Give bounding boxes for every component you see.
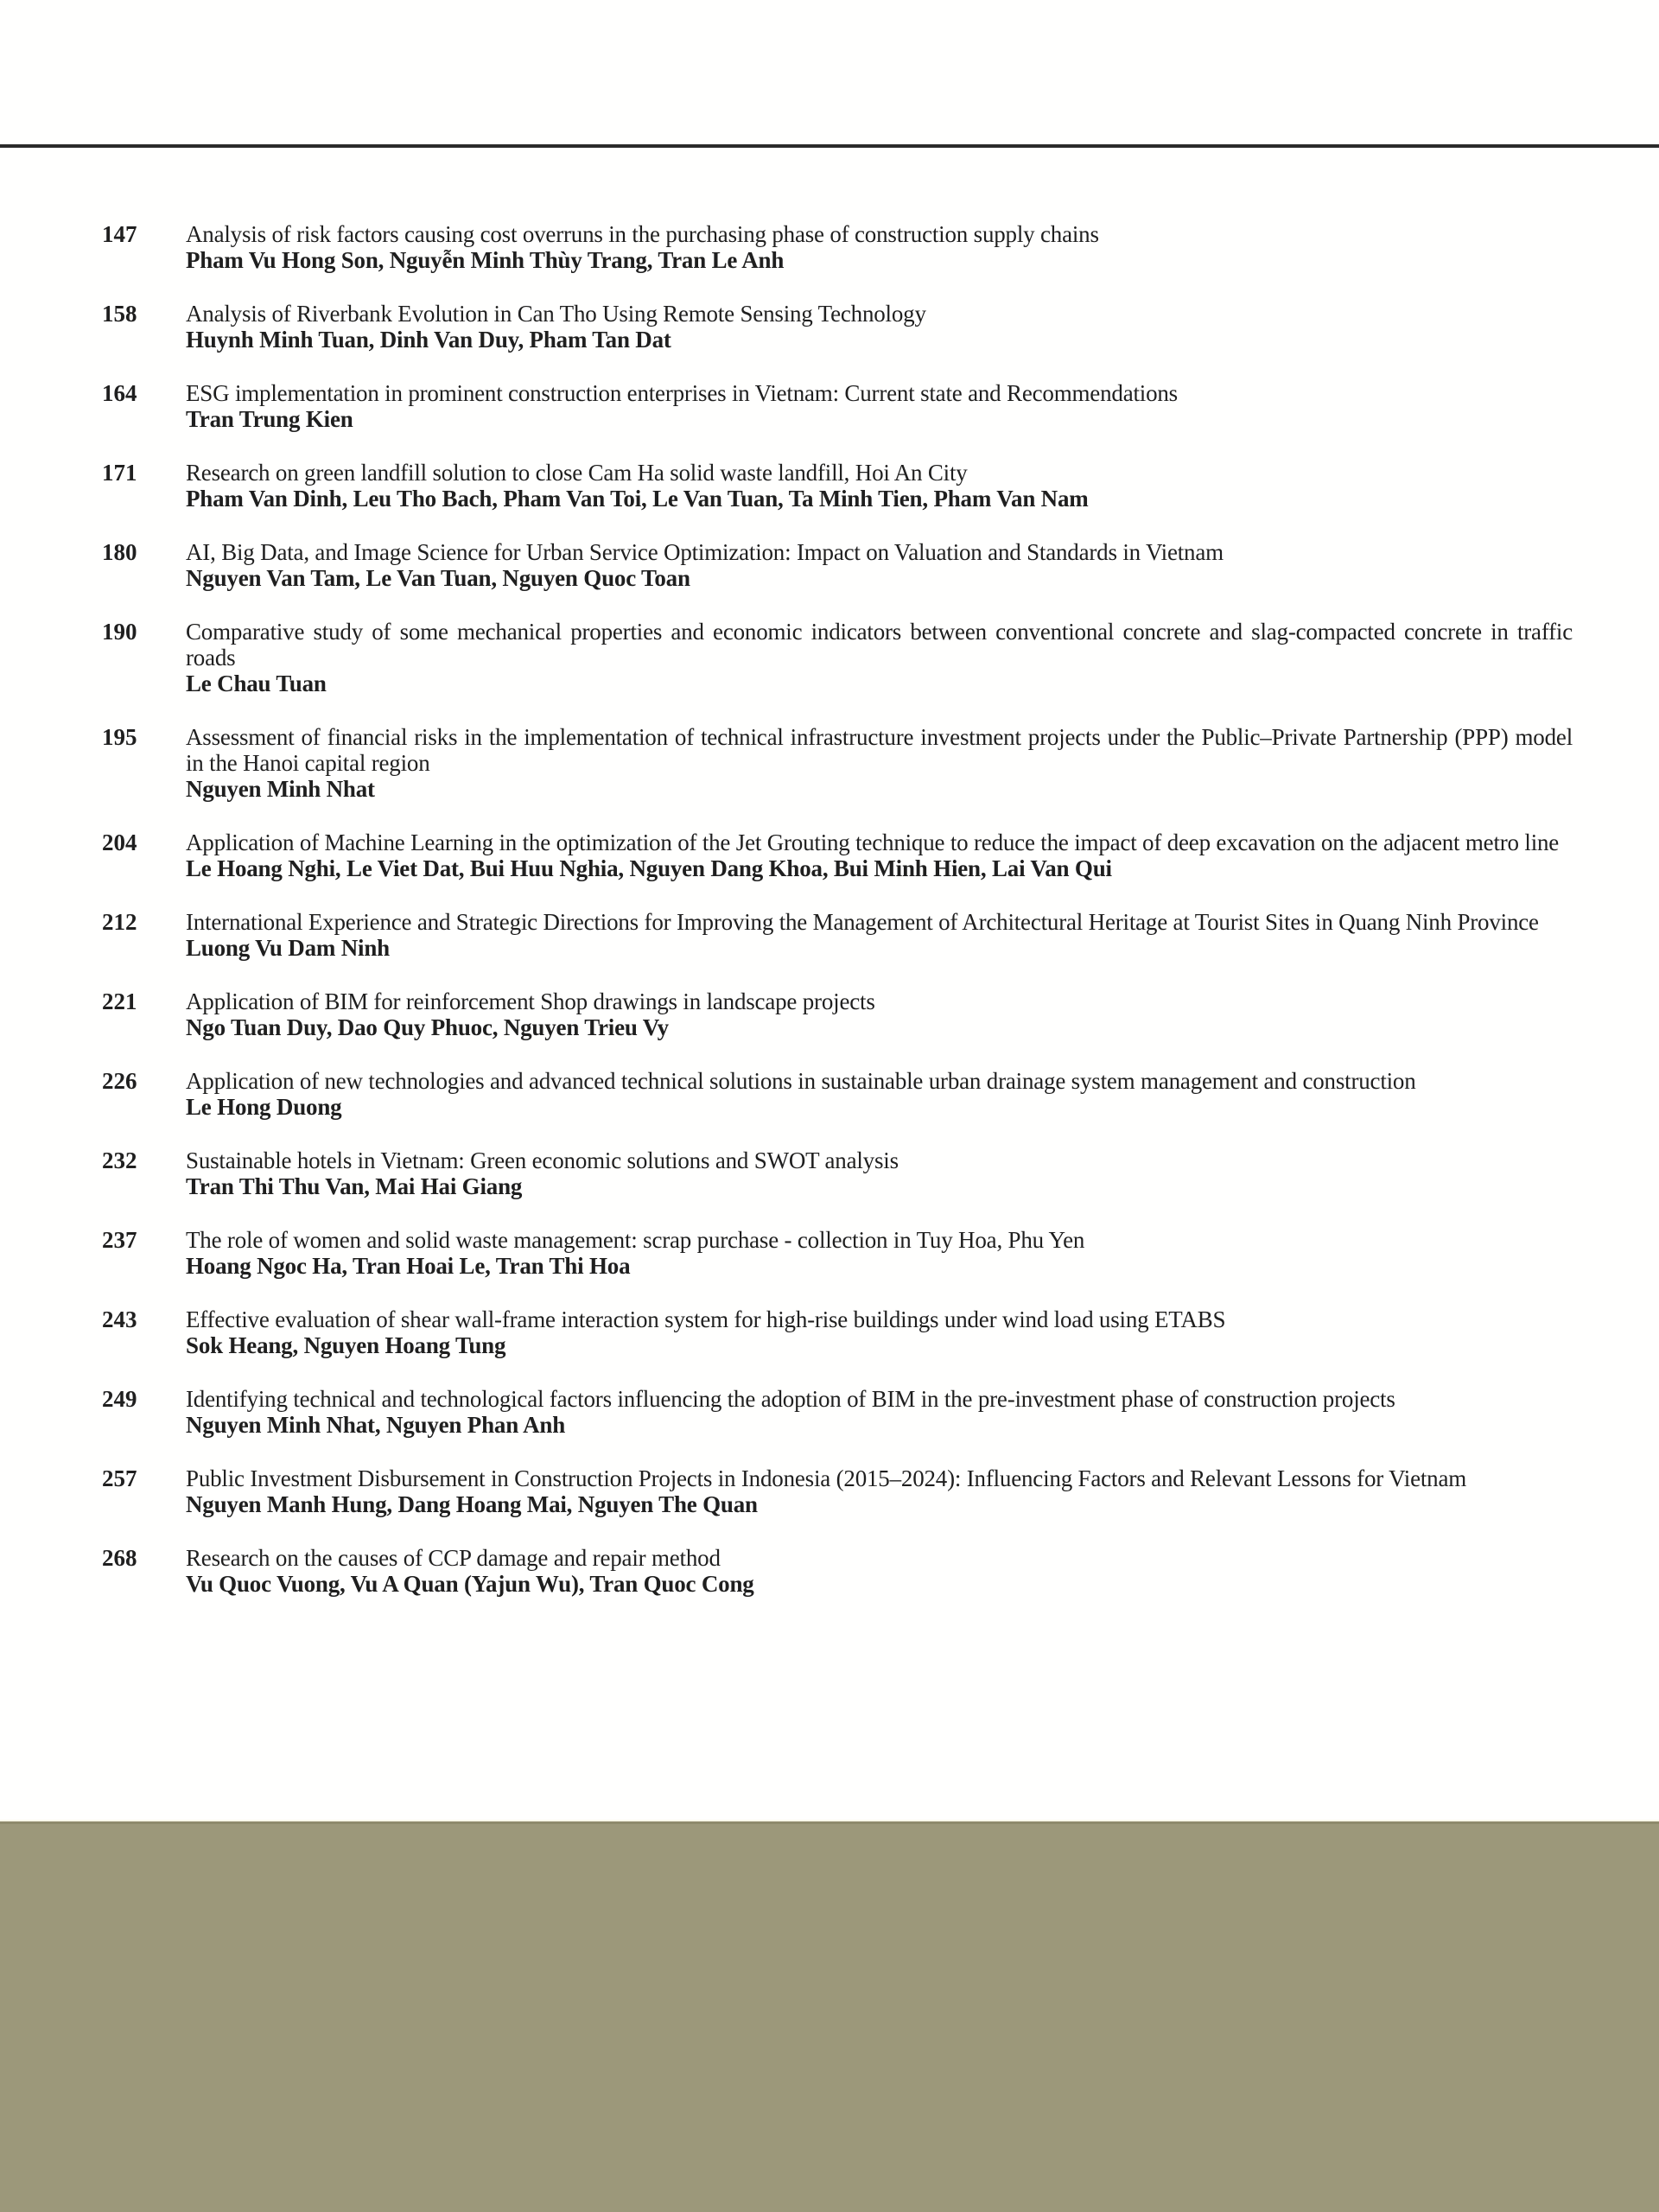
entry-page-number: 268 [102,1545,137,1571]
entry-page-number: 243 [102,1306,137,1332]
entry-title: Effective evaluation of shear wall-frame interaction system for high-rise buildings under wind load using ETABS [186,1306,1226,1332]
toc-entry [102,909,1573,961]
entry-body [186,460,1573,512]
entry-page-number: 257 [102,1465,137,1491]
entry-title: Research on the causes of CCP damage and repair method [186,1545,721,1571]
toc-entry [102,988,1573,1040]
entry-authors: Tran Trung Kien [186,406,353,432]
toc-entry [102,1545,1573,1597]
entry-page-number: 212 [102,909,137,935]
entry-title: Research on green landfill solution to close Cam Ha solid waste landfill, Hoi An City [186,460,968,486]
entry-title: Application of Machine Learning in the optimization of the Jet Grouting technique to reduce the impact of deep excavation on the adjacent metro line [186,830,1560,855]
entry-page-number: 221 [102,988,137,1014]
top-divider-rule [0,144,1659,148]
entry-title: Identifying technical and technological factors influencing the adoption of BIM in the pre-investment phase of construction projects [186,1386,1395,1412]
entry-page-number: 147 [102,221,137,247]
entry-body [186,1068,1573,1120]
entry-authors: Sok Heang, Nguyen Hoang Tung [186,1332,506,1358]
entry-title: Application of BIM for reinforcement Shop drawings in landscape projects [186,988,875,1014]
entry-body [186,1147,1573,1199]
toc-entry [102,460,1573,512]
entry-title: Public Investment Disbursement in Construction Projects in Indonesia (2015–2024): Influencing Factors and Relevant Lessons for Vietnam [186,1465,1467,1491]
entry-title: AI, Big Data, and Image Science for Urban Service Optimization: Impact on Valuation and Standards in Vietnam [186,539,1224,565]
entry-authors: Pham Van Dinh, Leu Tho Bach, Pham Van Toi, Le Van Tuan, Ta Minh Tien, Pham Van Nam [186,486,1089,512]
entry-authors: Le Hoang Nghi, Le Viet Dat, Bui Huu Nghia, Nguyen Dang Khoa, Bui Minh Hien, Lai Van Qui [186,855,1112,881]
entry-body [186,1227,1573,1279]
entry-authors: Huynh Minh Tuan, Dinh Van Duy, Pham Tan Dat [186,327,671,353]
entry-authors: Ngo Tuan Duy, Dao Quy Phuoc, Nguyen Trieu Vy [186,1014,669,1040]
toc-entry [102,1147,1573,1199]
toc-entry [102,724,1573,802]
toc-entry [102,1465,1573,1517]
entry-title: Analysis of Riverbank Evolution in Can Tho Using Remote Sensing Technology [186,301,926,327]
entry-page-number: 204 [102,830,137,855]
entry-body [186,1465,1573,1517]
toc-entry [102,830,1573,881]
entry-page-number: 190 [102,619,137,645]
entry-title: Comparative study of some mechanical properties and economic indicators between conventional concrete and slag-compacted concrete in traffic roads [186,619,1573,671]
entry-authors: Nguyen Minh Nhat [186,776,375,802]
entry-title: The role of women and solid waste management: scrap purchase - collection in Tuy Hoa, Phu Yen [186,1227,1085,1253]
entry-page-number: 171 [102,460,137,486]
entry-title: Application of new technologies and advanced technical solutions in sustainable urban drainage system management and construction [186,1068,1416,1094]
entry-body [186,221,1573,273]
entry-authors: Luong Vu Dam Ninh [186,935,390,961]
entry-authors: Tran Thi Thu Van, Mai Hai Giang [186,1173,523,1199]
footer-color-band [0,1821,1659,2212]
entry-page-number: 249 [102,1386,137,1412]
toc-entry [102,539,1573,591]
entry-page-number: 180 [102,539,137,565]
entry-authors: Pham Vu Hong Son, Nguyễn Minh Thùy Trang, Tran Le Anh [186,247,785,273]
entry-authors: Le Chau Tuan [186,671,327,696]
toc-entry [102,619,1573,696]
entry-title: Sustainable hotels in Vietnam: Green economic solutions and SWOT analysis [186,1147,899,1173]
entry-authors: Nguyen Minh Nhat, Nguyen Phan Anh [186,1412,566,1438]
entry-body [186,830,1573,881]
entry-body [186,909,1573,961]
toc-entry [102,221,1573,273]
entry-body [186,988,1573,1040]
entry-page-number: 195 [102,724,137,750]
entry-body [186,619,1573,696]
entry-title: Assessment of financial risks in the implementation of technical infrastructure investment projects under the Public–Private Partnership (PPP) model in the Hanoi capital region [186,724,1573,776]
entry-authors: Nguyen Manh Hung, Dang Hoang Mai, Nguyen The Quan [186,1491,758,1517]
toc-list [102,221,1573,1624]
toc-entry [102,1068,1573,1120]
entry-page-number: 237 [102,1227,137,1253]
entry-body [186,301,1573,353]
entry-title: ESG implementation in prominent construction enterprises in Vietnam: Current state and Recommendations [186,380,1178,406]
entry-page-number: 232 [102,1147,137,1173]
entry-authors: Hoang Ngoc Ha, Tran Hoai Le, Tran Thi Hoa [186,1253,631,1279]
entry-body [186,1386,1573,1438]
toc-entry [102,301,1573,353]
toc-entry [102,1306,1573,1358]
entry-title: International Experience and Strategic Directions for Improving the Management of Architectural Heritage at Tourist Sites in Quang Ninh Province [186,909,1539,935]
entry-body [186,1306,1573,1358]
entry-page-number: 164 [102,380,137,406]
toc-entry [102,1386,1573,1438]
entry-body [186,1545,1573,1597]
entry-title: Analysis of risk factors causing cost overruns in the purchasing phase of construction supply chains [186,221,1099,247]
entry-authors: Le Hong Duong [186,1094,342,1120]
toc-entry [102,380,1573,432]
toc-entry [102,1227,1573,1279]
entry-authors: Vu Quoc Vuong, Vu A Quan (Yajun Wu), Tran Quoc Cong [186,1571,754,1597]
entry-page-number: 226 [102,1068,137,1094]
entry-body [186,380,1573,432]
entry-page-number: 158 [102,301,137,327]
entry-authors: Nguyen Van Tam, Le Van Tuan, Nguyen Quoc Toan [186,565,690,591]
entry-body [186,724,1573,802]
entry-body [186,539,1573,591]
